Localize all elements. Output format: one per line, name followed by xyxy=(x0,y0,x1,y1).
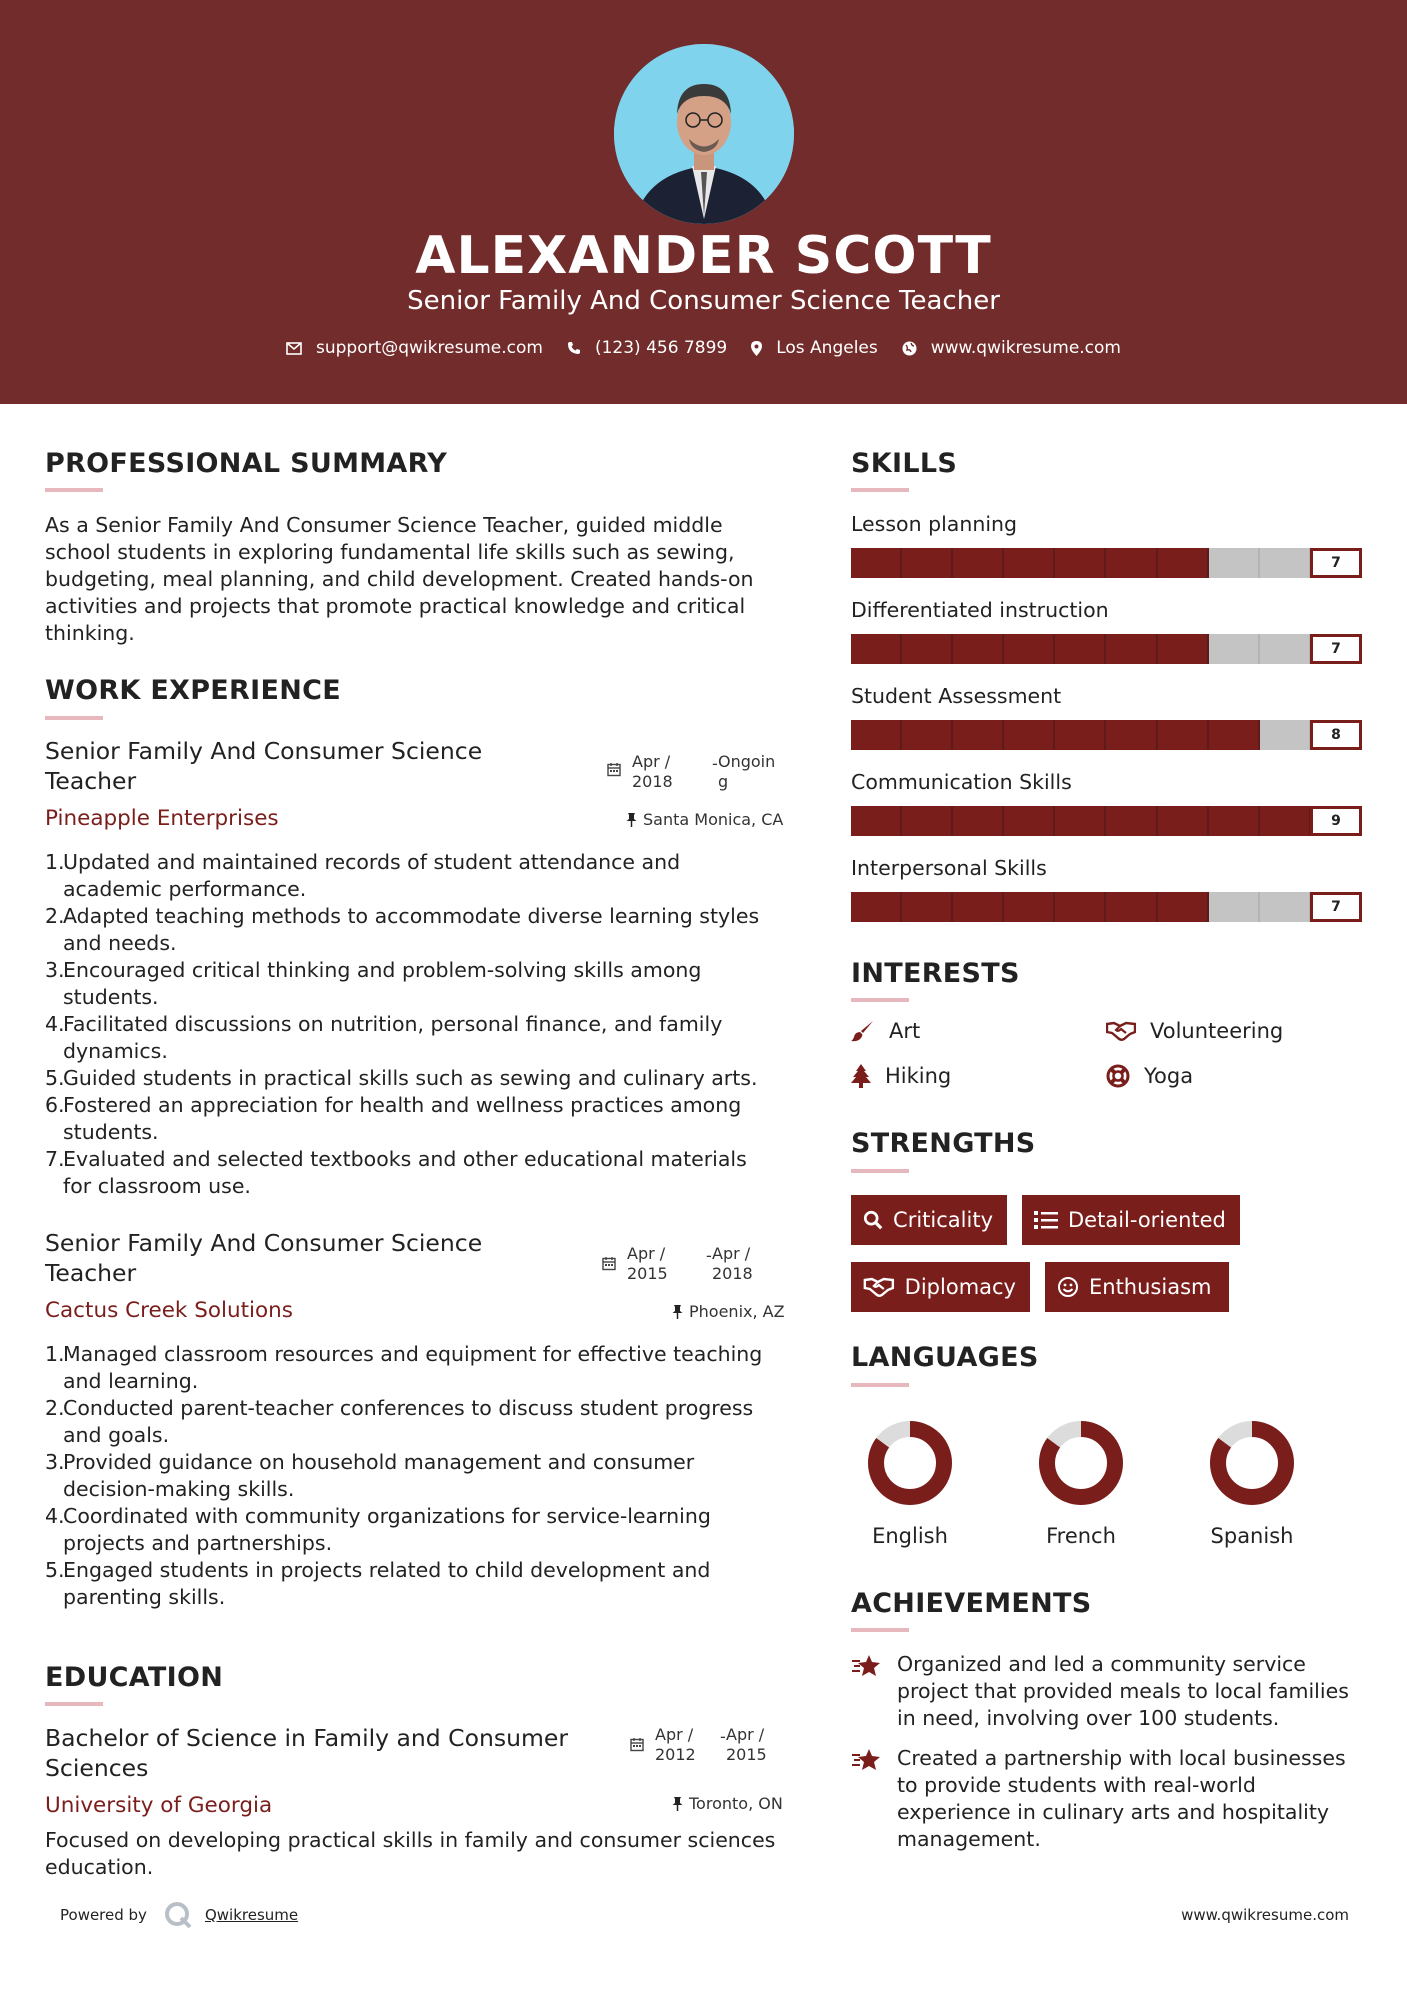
bullet-line: and goals. xyxy=(63,1423,170,1447)
list-number: 5. xyxy=(45,1558,65,1582)
degree-line: Bachelor of Science in Family and Consumer xyxy=(45,1724,569,1752)
skill-bar-segment xyxy=(1004,806,1055,836)
edu-location-text: Toronto, ON xyxy=(689,1794,783,1813)
skill-level-badge: 7 xyxy=(1310,548,1362,578)
language-label: Spanish xyxy=(1210,1524,1294,1548)
website-text: www.qwikresume.com xyxy=(930,338,1121,358)
list-item xyxy=(45,903,795,957)
job-location xyxy=(626,810,783,829)
summary-text xyxy=(45,512,795,647)
calendar-icon xyxy=(607,762,621,777)
map-pin-icon xyxy=(751,341,762,356)
language-item xyxy=(1021,1418,1141,1548)
job-title-line: Senior Family And Consumer Science xyxy=(45,737,483,765)
skill-bar-segment xyxy=(1004,548,1055,578)
achievement-line: project that provided meals to local families xyxy=(897,1679,1349,1703)
date-line: 2015 xyxy=(726,1745,767,1764)
contact-email[interactable] xyxy=(286,338,543,358)
summary-line: activities and projects that promote practical knowledge and critical xyxy=(45,594,746,618)
profile-photo xyxy=(614,44,794,224)
list-number: 6. xyxy=(45,1093,65,1117)
date-line: g xyxy=(718,772,729,791)
powered-by-text: Powered by xyxy=(60,1906,147,1924)
interest-yoga xyxy=(1106,1064,1193,1088)
resume-header xyxy=(0,0,1407,404)
strengths-heading: STRENGTHS xyxy=(851,1128,1036,1159)
skill-bar-segment xyxy=(1158,548,1209,578)
achievements-heading: ACHIEVEMENTS xyxy=(851,1588,1092,1619)
skill-level-badge: 9 xyxy=(1310,806,1362,836)
qwikresume-logo-icon xyxy=(163,1900,193,1930)
interest-label: Hiking xyxy=(885,1064,952,1088)
pushpin-icon xyxy=(672,1304,683,1319)
list-number: 2. xyxy=(45,904,65,928)
strength-badge xyxy=(1045,1262,1229,1312)
skill-bar-segment xyxy=(902,548,953,578)
globe-icon xyxy=(902,341,917,356)
skill-label: Differentiated instruction xyxy=(851,598,1109,622)
job-bullets xyxy=(45,849,795,1200)
job-location xyxy=(672,1302,785,1321)
job-title xyxy=(45,1228,605,1288)
edu-start-date xyxy=(655,1725,696,1765)
skill-bar xyxy=(851,548,1362,578)
strength-label: Criticality xyxy=(893,1208,993,1232)
skill-bar-segment xyxy=(1055,548,1106,578)
degree-line: Sciences xyxy=(45,1754,149,1782)
list-number: 7. xyxy=(45,1147,65,1171)
achievement-line: in need, involving over 100 students. xyxy=(897,1706,1280,1730)
list-item xyxy=(45,1395,795,1449)
languages-heading: LANGUAGES xyxy=(851,1342,1039,1373)
footer-website[interactable]: www.qwikresume.com xyxy=(1181,1906,1349,1924)
list-number: 1. xyxy=(45,850,65,874)
candidate-title: Senior Family And Consumer Science Teacher xyxy=(407,286,1000,316)
list-number: 1. xyxy=(45,1342,65,1366)
list-number: 4. xyxy=(45,1012,65,1036)
list-icon xyxy=(1034,1210,1058,1230)
job-start-date xyxy=(632,752,673,792)
skill-bar-segment xyxy=(1260,720,1311,750)
language-item xyxy=(850,1418,970,1548)
interest-hiking xyxy=(851,1064,951,1088)
job-location-text: Santa Monica, CA xyxy=(643,810,784,829)
handshake-icon xyxy=(1106,1020,1136,1042)
bullet-line: projects and partnerships. xyxy=(63,1531,333,1555)
phone-text: (123) 456 7899 xyxy=(594,338,728,358)
strength-label: Detail-oriented xyxy=(1068,1208,1226,1232)
edu-location xyxy=(672,1794,783,1813)
tree-icon xyxy=(851,1064,871,1088)
skill-bar-segment xyxy=(851,720,902,750)
degree-title xyxy=(45,1723,645,1783)
school-name: University of Georgia xyxy=(45,1793,273,1818)
bullet-line: Evaluated and selected textbooks and other educational materials xyxy=(63,1147,747,1171)
contact-bar xyxy=(0,338,1407,358)
skill-bar-segment xyxy=(902,634,953,664)
interests-underline xyxy=(851,998,909,1002)
skill-bar-segment xyxy=(851,548,902,578)
list-number: 5. xyxy=(45,1066,65,1090)
skill-bar-segment xyxy=(1106,806,1157,836)
date-line: Apr / xyxy=(655,1725,694,1744)
skill-bar-segment xyxy=(1055,806,1106,836)
pushpin-icon xyxy=(626,812,637,827)
interest-art xyxy=(851,1019,920,1043)
skill-bar-segment xyxy=(851,634,902,664)
list-number: 2. xyxy=(45,1396,65,1420)
interests-heading: INTERESTS xyxy=(851,958,1020,989)
skill-bar-segment xyxy=(1260,892,1311,922)
date-line: Apr / xyxy=(627,1244,666,1263)
contact-website[interactable] xyxy=(902,338,1121,358)
list-item xyxy=(45,1011,795,1065)
skill-bar-segment xyxy=(902,806,953,836)
achievement-item xyxy=(851,1745,1361,1853)
job-title-line: Senior Family And Consumer Science xyxy=(45,1229,483,1257)
skill-bar-segment xyxy=(1209,806,1260,836)
candidate-name: ALEXANDER SCOTT xyxy=(415,226,992,286)
bullet-line: and needs. xyxy=(63,931,177,955)
bullet-line: Facilitated discussions on nutrition, personal finance, and family xyxy=(63,1012,723,1036)
date-line: Apr / xyxy=(726,1725,765,1744)
bullet-line: decision-making skills. xyxy=(63,1477,295,1501)
calendar-icon xyxy=(630,1737,644,1752)
list-number: 4. xyxy=(45,1504,65,1528)
location-text: Los Angeles xyxy=(776,338,878,358)
bullet-line: academic performance. xyxy=(63,877,307,901)
skill-bar-segment xyxy=(953,548,1004,578)
interest-volunteering xyxy=(1106,1019,1283,1043)
bullet-line: Engaged students in projects related to child development and xyxy=(63,1558,711,1582)
skill-bar-segment xyxy=(1106,720,1157,750)
interest-label: Volunteering xyxy=(1150,1019,1284,1043)
skill-bar-segment xyxy=(1260,548,1311,578)
job-end-date xyxy=(712,1244,753,1284)
skill-bar-segment xyxy=(1209,720,1260,750)
edu-desc-line: education. xyxy=(45,1855,154,1879)
bullet-line: Guided students in practical skills such as sewing and culinary arts. xyxy=(63,1066,758,1090)
company-name: Cactus Creek Solutions xyxy=(45,1298,294,1323)
skill-bar-segment xyxy=(1055,892,1106,922)
bullet-line: Managed classroom resources and equipment for effective teaching xyxy=(63,1342,763,1366)
edu-end-date xyxy=(726,1725,767,1765)
skill-bar-segment xyxy=(1158,634,1209,664)
work-underline xyxy=(45,716,103,720)
work-heading: WORK EXPERIENCE xyxy=(45,675,341,706)
strength-badge xyxy=(1022,1195,1240,1245)
footer-powered-by xyxy=(60,1900,298,1930)
bullet-line: for classroom use. xyxy=(63,1174,251,1198)
achievements-underline xyxy=(851,1628,909,1632)
list-item xyxy=(45,849,795,903)
bullet-line: students. xyxy=(63,985,159,1009)
summary-line: thinking. xyxy=(45,621,135,645)
job-bullets xyxy=(45,1341,795,1611)
skill-bar-segment xyxy=(1004,892,1055,922)
date-dash: - xyxy=(706,1246,712,1265)
skill-bar-segment xyxy=(902,892,953,922)
skill-bar-segment xyxy=(851,806,902,836)
strength-badge xyxy=(851,1262,1030,1312)
bullet-line: Encouraged critical thinking and problem-solving skills among xyxy=(63,958,702,982)
languages-underline xyxy=(851,1383,909,1387)
date-line: Apr / xyxy=(712,1244,751,1263)
skill-level-badge: 7 xyxy=(1310,634,1362,664)
edu-desc-line: Focused on developing practical skills in family and consumer sciences xyxy=(45,1828,776,1852)
interest-label: Art xyxy=(889,1019,921,1043)
skill-bar-segment xyxy=(1260,806,1311,836)
skill-bar-segment xyxy=(1209,892,1260,922)
bullet-line: students. xyxy=(63,1120,159,1144)
strength-label: Enthusiasm xyxy=(1089,1275,1212,1299)
skill-bar-segment xyxy=(1106,634,1157,664)
list-item xyxy=(45,1341,795,1395)
star-trophy-icon xyxy=(851,1653,885,1679)
phone-icon xyxy=(567,341,581,355)
skill-bar-segment xyxy=(1209,548,1260,578)
skill-bar-segment xyxy=(1004,720,1055,750)
smile-icon xyxy=(1057,1276,1079,1298)
search-icon xyxy=(863,1209,883,1231)
contact-phone[interactable] xyxy=(567,338,727,358)
list-item xyxy=(45,1065,795,1092)
skill-bar-segment xyxy=(953,634,1004,664)
language-donut xyxy=(1207,1418,1297,1508)
strength-badge xyxy=(851,1195,1007,1245)
skill-bar-segment xyxy=(902,720,953,750)
achievement-item xyxy=(851,1651,1361,1732)
bullet-line: Updated and maintained records of student attendance and xyxy=(63,850,681,874)
achievement-line: to provide students with real-world xyxy=(897,1773,1256,1797)
skill-bar-segment xyxy=(851,892,902,922)
language-label: French xyxy=(1046,1524,1116,1548)
skill-bar xyxy=(851,806,1362,836)
strength-label: Diplomacy xyxy=(904,1275,1016,1299)
calendar-icon xyxy=(602,1256,616,1271)
date-dash: - xyxy=(712,754,718,773)
interest-label: Yoga xyxy=(1144,1064,1194,1088)
brand-link[interactable]: Qwikresume xyxy=(204,1906,299,1924)
pushpin-icon xyxy=(672,1796,683,1811)
list-item xyxy=(45,1092,795,1146)
date-line: 2018 xyxy=(712,1264,753,1283)
skill-bar-segment xyxy=(1260,634,1311,664)
date-line: Apr / xyxy=(632,752,671,771)
skill-level-badge: 8 xyxy=(1310,720,1362,750)
date-line: 2012 xyxy=(655,1745,696,1764)
list-number: 3. xyxy=(45,958,65,982)
date-line: 2018 xyxy=(632,772,673,791)
skill-bar-segment xyxy=(1158,806,1209,836)
summary-heading: PROFESSIONAL SUMMARY xyxy=(45,448,448,479)
bullet-line: dynamics. xyxy=(63,1039,168,1063)
envelope-icon xyxy=(286,342,302,355)
handshake-icon xyxy=(863,1276,895,1298)
list-item xyxy=(45,1557,795,1611)
edu-description xyxy=(45,1827,805,1881)
summary-line: As a Senior Family And Consumer Science Teacher, guided middle xyxy=(45,513,723,537)
paintbrush-icon xyxy=(851,1019,875,1043)
summary-underline xyxy=(45,488,103,492)
skill-bar-segment xyxy=(953,892,1004,922)
skill-bar-segment xyxy=(1158,892,1209,922)
company-name: Pineapple Enterprises xyxy=(45,806,279,831)
achievement-line: management. xyxy=(897,1827,1041,1851)
list-item xyxy=(45,1449,795,1503)
skill-bar-segment xyxy=(1106,892,1157,922)
bullet-line: parenting skills. xyxy=(63,1585,226,1609)
list-item xyxy=(45,1503,795,1557)
skill-label: Lesson planning xyxy=(851,512,1018,536)
bullet-line: and learning. xyxy=(63,1369,199,1393)
skills-underline xyxy=(851,488,909,492)
strengths-underline xyxy=(851,1169,909,1173)
bullet-line: Adapted teaching methods to accommodate diverse learning styles xyxy=(63,904,760,928)
email-text: support@qwikresume.com xyxy=(316,338,543,358)
skill-label: Student Assessment xyxy=(851,684,1062,708)
skill-bar-segment xyxy=(1209,634,1260,664)
achievement-line: Organized and led a community service xyxy=(897,1652,1306,1676)
skill-bar-segment xyxy=(953,720,1004,750)
achievement-line: experience in culinary arts and hospitality xyxy=(897,1800,1330,1824)
skill-bar-segment xyxy=(1004,634,1055,664)
summary-line: school students in exploring fundamental life skills such as sewing, xyxy=(45,540,735,564)
skill-bar-segment xyxy=(1158,720,1209,750)
skills-heading: SKILLS xyxy=(851,448,958,479)
bullet-line: Conducted parent-teacher conferences to discuss student progress xyxy=(63,1396,754,1420)
achievement-text xyxy=(897,1745,1346,1853)
skill-bar-segment xyxy=(1106,548,1157,578)
date-line: Ongoin xyxy=(718,752,776,771)
job-title-line: Teacher xyxy=(45,1259,137,1287)
summary-line: budgeting, meal planning, and child development. Created hands-on xyxy=(45,567,754,591)
list-item xyxy=(45,957,795,1011)
skill-bar xyxy=(851,892,1362,922)
education-underline xyxy=(45,1702,103,1706)
date-line: 2015 xyxy=(627,1264,668,1283)
star-trophy-icon xyxy=(851,1747,885,1773)
job-location-text: Phoenix, AZ xyxy=(689,1302,785,1321)
list-item xyxy=(45,1146,795,1200)
job-end-date xyxy=(718,752,775,792)
lifering-icon xyxy=(1106,1064,1130,1088)
skill-bar xyxy=(851,634,1362,664)
bullet-line: Provided guidance on household management and consumer xyxy=(63,1450,695,1474)
skill-label: Interpersonal Skills xyxy=(851,856,1047,880)
language-donut xyxy=(1036,1418,1126,1508)
skill-bar-segment xyxy=(1055,720,1106,750)
achievement-line: Created a partnership with local businesses xyxy=(897,1746,1346,1770)
bullet-line: Coordinated with community organizations for service-learning xyxy=(63,1504,711,1528)
job-title-line: Teacher xyxy=(45,767,137,795)
skill-level-badge: 7 xyxy=(1310,892,1362,922)
skill-bar-segment xyxy=(953,806,1004,836)
skill-bar-segment xyxy=(1055,634,1106,664)
skill-label: Communication Skills xyxy=(851,770,1072,794)
skill-bar xyxy=(851,720,1362,750)
language-label: English xyxy=(872,1524,948,1548)
achievement-text xyxy=(897,1651,1349,1732)
language-donut xyxy=(865,1418,955,1508)
list-number: 3. xyxy=(45,1450,65,1474)
bullet-line: Fostered an appreciation for health and wellness practices among xyxy=(63,1093,742,1117)
education-heading: EDUCATION xyxy=(45,1662,224,1693)
job-title xyxy=(45,736,605,796)
date-dash: - xyxy=(720,1727,726,1746)
language-item xyxy=(1192,1418,1312,1548)
contact-location xyxy=(751,338,878,358)
job-start-date xyxy=(627,1244,668,1284)
